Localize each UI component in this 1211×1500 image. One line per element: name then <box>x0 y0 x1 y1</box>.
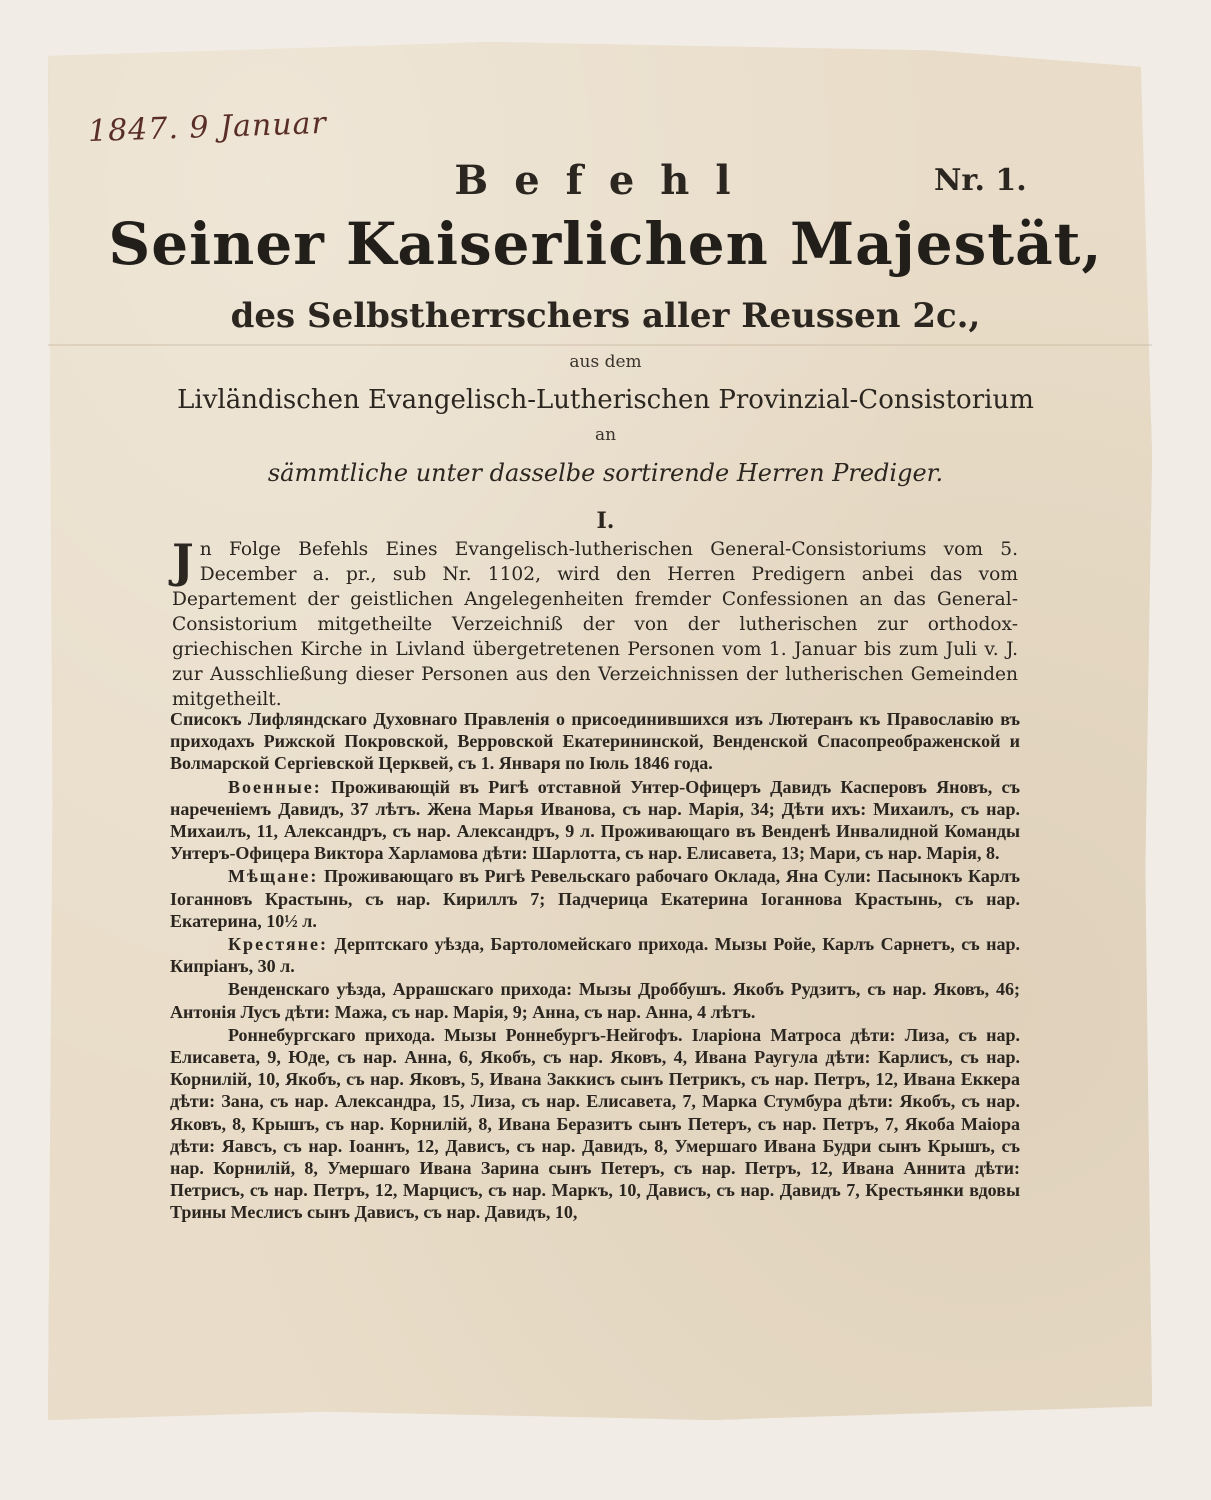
drop-cap: J <box>172 534 194 588</box>
german-paragraph <box>172 534 1018 712</box>
russian-heading: Списокъ Лифляндскаго Духовнаго Правленія о присоединившихся изъ Лютеранъ къ Православію въ приходахъ Рижской Покровской, Верровской Екатерининской, Венденской Спасопреображенской и Волмарской Сергіевской Церквей, съ 1. Января по Іюль 1846 года. <box>170 709 1020 774</box>
heading-befehl: Befehl <box>454 157 757 204</box>
heading-consistorium: Livländischen Evangelisch-Lutherischen Provinzial-Consistorium <box>177 385 1034 415</box>
burghers-text: Проживающаго въ Ригѣ Ревельскаго рабочаго Оклада, Яна Сули: Пасынокъ Карлъ Іоганновъ Крастынь, съ нар. Кириллъ 7; Падчерица Екатерина Іоганнова Крастынь, съ нар. Екатерина, 10½ л. <box>170 866 1020 931</box>
russian-ronneburg-paragraph: Роннебургскаго прихода. Мызы Роннебургъ-Нейгофъ. Іларіона Матроса дѣти: Лиза, съ нар. Елисавета, 9, Юде, съ нар. Анна, 6, Якобъ, съ нар. Яковъ, 4, Ивана Раугула дѣти: Карлисъ, съ нар. Корнилій, 10, Якобъ, съ нар. Яковъ, 5, Ивана Заккисъ сынъ Петрикъ, съ нар. Петръ, 12, Ивана Еккера дѣти: Зана, съ нар. Александра, 15, Лиза, съ нар. Елисавета, 7, Марка Стумбура дѣти: Якобъ, съ нар. Яковъ, 8, Крышъ, съ нар. Корнилій, 8, Ивана Беразитъ сынъ Петеръ, съ нар. Петръ, 7, Якоба Маіора дѣти: Яавсъ, съ нар. Іоаннъ, 12, Дависъ, съ нар. Давидъ, 8, Умершаго Ивана Будри сынъ Крышъ, съ нар. Корнилій, 8, Умершаго Ивана Зарина сынъ Петеръ, съ нар. Петръ, 12, Ивана Аннита дѣти: Петрисъ, съ нар. Петръ, 12, Марцисъ, съ нар. Маркъ, 10, Дависъ, съ нар. Давидъ 7, Крестьянки вдовы Трины Меслисъ сынъ Дависъ, съ нар. Давидъ, 10, <box>170 1024 1020 1223</box>
russian-wenden-paragraph: Венденскаго уѣзда, Аррашскаго прихода: Мызы Дроббушъ. Якобъ Рудзитъ, съ нар. Яковъ, 46; Антонія Лусъ дѣти: Мажа, съ нар. Марія, 9; Анна, съ нар. Анна, 4 лѣтъ. <box>170 979 1020 1022</box>
military-text: Проживающій въ Ригѣ отставной Унтер-Офицеръ Давидъ Касперовъ Яновъ, съ нареченіемъ Давидъ, 37 лѣтъ. Жена Марья Иванова, съ нар. Марія, 34; Дѣти ихъ: Михаилъ, съ нар. Михаилъ, 11, Александръ, съ нар. Александръ, 9 л. Проживающаго въ Венденѣ Инвалидной Команды Унтеръ-Офицера Виктора Харламова дѣти: Шарлотта, съ нар. Елисавета, 13; Мари, съ нар. Марія, 8. <box>170 776 1020 864</box>
heading-addressees: sämmtliche unter dasselbe sortirende Herren Prediger. <box>267 459 944 487</box>
heading-an: an <box>594 425 617 445</box>
heading-subtitle: des Selbstherrschers aller Reussen 2c., <box>230 296 981 336</box>
burghers-label: Мѣщане: <box>228 866 319 887</box>
peasants-text: Дерптскаго уѣзда, Бартоломейскаго прихода. Мызы Ройе, Карлъ Сарнетъ, съ нар. Кипріанъ, 30 л. <box>170 934 1020 977</box>
paper-fold <box>48 344 1152 346</box>
russian-military-paragraph <box>170 776 1020 865</box>
heading-aus-dem: aus dem <box>569 352 642 372</box>
russian-peasants-paragraph <box>170 933 1020 977</box>
peasants-label: Крестяне: <box>228 934 328 955</box>
section-number: I. <box>596 508 615 534</box>
document-number: Nr. 1. <box>934 163 1027 198</box>
military-label: Военные: <box>228 776 322 797</box>
handwritten-date-note: 1847. 9 Januar <box>87 105 328 150</box>
russian-list <box>170 708 1020 1224</box>
german-text: n Folge Befehls Eines Evangelisch-lutherischen General-Consistoriums vom 5. December a. pr., sub Nr. 1102, wird den Herren Predigern anbei das vom Departement der geistlichen Angelegenheiten fremder Confessionen an das General-Consistorium mitgetheilte Verzeichniß der von der lutherischen zur orthodox-griechischen Kirche in Livland übergetretenen Personen vom 1. Januar bis zum Juli v. J. zur Ausschließung dieser Personen aus den Verzeichnissen der lutherischen Gemeinden mitgetheilt. <box>172 539 1018 710</box>
heading-title: Seiner Kaiserlichen Majestät, <box>108 210 1103 278</box>
russian-burghers-paragraph <box>170 865 1020 932</box>
